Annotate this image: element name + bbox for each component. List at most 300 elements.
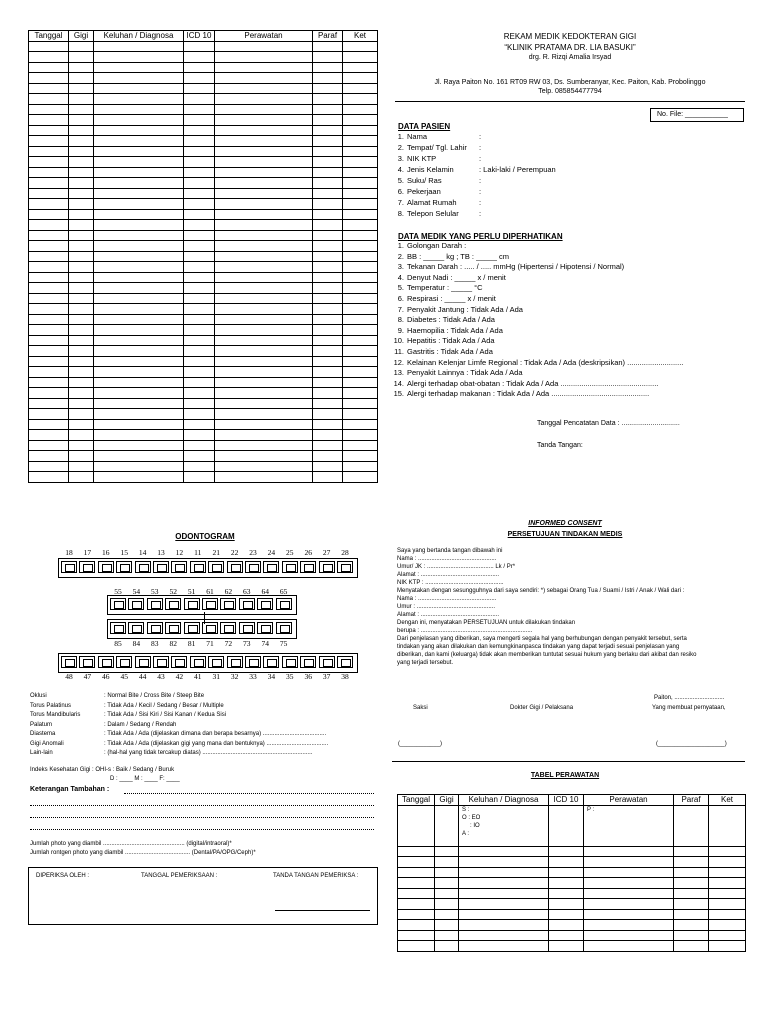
table-row: [398, 857, 746, 868]
clinic-address: Jl. Raya Paiton No. 161 RT09 RW 03, Ds. Sumberanyar, Kec. Paiton, Kab. Probolinggo: [434, 79, 706, 86]
tooth-number: 62: [224, 587, 233, 596]
field-value: :: [479, 187, 482, 196]
medical-field[interactable]: [390, 358, 750, 369]
field-number: 3.: [397, 154, 404, 163]
medical-field[interactable]: [390, 368, 750, 379]
field-label: Torus Mandibularis: [30, 712, 81, 718]
tooth-number: 73: [243, 639, 251, 648]
soap-io: : IO: [470, 822, 480, 829]
field-label: Diastema: [30, 731, 56, 737]
table-cell[interactable]: [459, 846, 549, 857]
tooth-number: 28: [341, 548, 349, 557]
field-text: Kelainan Kelenjar Limfe Regional : Tidak Ada / Ada (deskripsikan) ...........................: [407, 357, 684, 367]
table-cell[interactable]: [674, 857, 709, 868]
treatment-table-header: Keluhan / Diagnosa: [459, 795, 549, 806]
table-cell[interactable]: [709, 930, 746, 941]
treatment-table: [397, 794, 746, 952]
tooth-number: 63: [243, 587, 251, 596]
table-cell[interactable]: [549, 878, 584, 889]
consent-line: Umur/ JK : ........................................ Lk / Pr*: [397, 564, 516, 570]
odontogram-chart: [0, 0, 384, 700]
ohis-index: Indeks Kesehatan Gigi : OHI-s : Baik / Sedang / Buruk: [30, 767, 175, 773]
medical-field[interactable]: [390, 262, 750, 273]
medical-field[interactable]: [390, 241, 750, 252]
table-cell[interactable]: [435, 867, 459, 878]
witness-label: Saksi: [413, 705, 428, 711]
medical-field[interactable]: [390, 326, 750, 337]
tooth-number: 82: [169, 639, 177, 648]
consent-line: Nama : ...............................................: [397, 596, 497, 602]
clinic-header: [395, 31, 745, 96]
table-cell[interactable]: [459, 878, 549, 889]
medical-heading: DATA MEDIK YANG PERLU DIPERHATIKAN: [398, 232, 563, 241]
odontogram-title: ODONTOGRAM: [175, 532, 235, 541]
field-label: Torus Palatinus: [30, 702, 72, 709]
field-number: 13.: [393, 368, 404, 378]
tooth-number: 48: [65, 672, 73, 681]
table-cell[interactable]: [549, 920, 584, 931]
record-date: Tanggal Pencatatan Data : ..............................: [537, 420, 680, 427]
tooth-number: 54: [132, 587, 141, 596]
table-cell[interactable]: [459, 899, 549, 910]
notes-label: Keterangan Tambahan :: [30, 786, 110, 793]
tooth-number: 64: [261, 587, 269, 596]
field-text: Haemopilia : Tidak Ada / Ada: [407, 325, 503, 335]
table-cell[interactable]: [435, 899, 459, 910]
table-cell[interactable]: [459, 909, 549, 920]
field-text: Hepatitis : Tidak Ada / Ada: [407, 336, 495, 346]
photo-count: Jumlah photo yang diambil ................................................. (digital/intraoral)*: [30, 841, 232, 847]
field-value: : Tidak Ada / Ada (dijelaskan dimana dan berapa besarnya) ......................................: [104, 731, 327, 737]
table-cell[interactable]: [435, 878, 459, 889]
table-cell[interactable]: [398, 941, 435, 952]
field-label: Tempat/ Tgl. Lahir: [407, 143, 467, 152]
consent-title: INFORMED CONSENT: [528, 520, 602, 527]
tooth-number: 81: [187, 639, 196, 648]
table-cell[interactable]: [709, 941, 746, 952]
tooth-number: 75: [279, 639, 288, 648]
tooth-number: 72: [224, 639, 233, 648]
tooth-number: 85: [114, 639, 122, 648]
tooth-number: 38: [341, 672, 349, 681]
midline-marker: [204, 612, 205, 624]
field-number: 10.: [393, 336, 404, 346]
medical-data-list: [390, 241, 750, 400]
consent-line: Umur : ...............................................: [397, 604, 496, 610]
field-number: 11.: [394, 346, 404, 356]
table-cell[interactable]: [459, 805, 549, 846]
field-value: :: [479, 132, 482, 141]
notes-line-4[interactable]: [30, 829, 374, 830]
consent-line: Alamat : ...............................................: [397, 612, 500, 618]
consent-doctor-label: Dokter Gigi / Pelaksana: [510, 705, 574, 711]
field-value: : (hal-hal yang tidak tercakup diatas) ..................................................................: [104, 750, 313, 756]
tooth-number: 47: [83, 672, 92, 681]
field-label: Oklusi: [30, 693, 47, 699]
table-cell[interactable]: [459, 930, 549, 941]
table-cell[interactable]: [584, 930, 674, 941]
examiner-box: [28, 867, 378, 925]
tooth-number: 46: [102, 672, 110, 681]
odontogram-field[interactable]: [30, 711, 380, 721]
tooth-number: 45: [120, 672, 128, 681]
tooth-number: 53: [151, 587, 159, 596]
tooth-number: 43: [157, 672, 165, 681]
patient-field[interactable]: [390, 175, 740, 186]
treatment-table-header: Paraf: [674, 795, 709, 806]
field-number: 5.: [397, 283, 404, 293]
table-cell[interactable]: [674, 909, 709, 920]
table-row: [398, 941, 746, 952]
table-cell[interactable]: [709, 888, 746, 899]
table-cell[interactable]: [584, 888, 674, 899]
field-text: Penyakit Lainnya : Tidak Ada / Ada: [407, 368, 523, 378]
field-label: Jenis Kelamin: [407, 165, 454, 174]
tooth-number: 34: [267, 672, 276, 681]
field-number: 8.: [397, 209, 404, 218]
declarant-sign[interactable]: (____________________): [656, 741, 727, 747]
medical-field[interactable]: [390, 252, 750, 263]
patient-field[interactable]: [390, 142, 740, 153]
consent-place-date: Paiton, ..............................: [654, 695, 725, 701]
field-text: Respirasi : _____ x / menit: [407, 293, 496, 303]
field-number: 12.: [393, 357, 404, 367]
patient-field[interactable]: [390, 164, 740, 175]
treatment-table-header: Ket: [709, 795, 746, 806]
medical-field[interactable]: [390, 294, 750, 305]
table-row: [398, 867, 746, 878]
field-number: 3.: [397, 262, 404, 272]
field-value: :: [479, 176, 482, 185]
signature-label: Tanda Tangan:: [537, 442, 583, 449]
tooth-row-frame: [107, 619, 297, 639]
consent-line: diberikan, dan kami (keluarga) tidak akan memberikan tuntutat sesuai hukum yang berlaku dari akibat dan resiko: [397, 652, 697, 658]
examiner-sign-label: TANDA TANGAN PEMERIKSA :: [273, 873, 359, 879]
table-cell[interactable]: [398, 930, 435, 941]
medical-field[interactable]: [390, 389, 750, 400]
soap-a: A :: [462, 830, 470, 837]
table-cell[interactable]: [549, 888, 584, 899]
medical-field[interactable]: [390, 336, 750, 347]
tooth-number: 33: [249, 672, 257, 681]
field-number: 14.: [393, 378, 404, 388]
table-row: [398, 846, 746, 857]
table-cell[interactable]: [584, 909, 674, 920]
left-table-header: Tanggal: [29, 31, 69, 42]
table-cell[interactable]: [584, 805, 674, 846]
medical-field[interactable]: [390, 379, 750, 390]
patient-data-list: [390, 131, 740, 219]
table-cell[interactable]: [549, 899, 584, 910]
tooth-number: 35: [286, 672, 294, 681]
field-text: Tekanan Darah : ..... / ..... mmHg (Hipertensi / Hipotensi / Normal): [407, 262, 625, 272]
tooth-number: 26: [304, 548, 312, 557]
odontogram-field[interactable]: [30, 721, 380, 731]
table-cell[interactable]: [435, 909, 459, 920]
table-cell[interactable]: [584, 941, 674, 952]
notes-line-1[interactable]: [124, 793, 374, 794]
consent-divider: [392, 761, 745, 762]
soap-o: O : EO: [462, 814, 481, 821]
table-cell[interactable]: [459, 867, 549, 878]
table-cell[interactable]: [398, 805, 435, 846]
medical-field[interactable]: [390, 283, 750, 294]
table-cell[interactable]: [549, 909, 584, 920]
table-cell[interactable]: [435, 941, 459, 952]
table-cell[interactable]: [549, 867, 584, 878]
tooth-row-frame: [107, 595, 297, 615]
field-number: 2.: [397, 143, 404, 152]
field-label: NIK KTP: [407, 154, 437, 163]
table-cell[interactable]: [674, 930, 709, 941]
table-cell[interactable]: [398, 899, 435, 910]
tooth-number: 65: [279, 587, 288, 596]
dmf-index: D : ____ M : ____ F: ____: [110, 776, 180, 782]
consent-subtitle: PERSETUJUAN TINDAKAN MEDIS: [507, 531, 623, 538]
field-text: Golongan Darah :: [407, 241, 467, 250]
table-cell[interactable]: [549, 846, 584, 857]
header-divider: [395, 101, 745, 102]
consent-line: Dari penjelasan yang diberikan, saya mengerti segala hal yang berhubungan dengan penyakit tersebut, serta: [397, 636, 687, 642]
clinic-name: “KLINIK PRATAMA DR. LIA BASUKI”: [504, 43, 636, 52]
table-cell[interactable]: [549, 930, 584, 941]
tooth-number: 36: [304, 672, 312, 681]
table-cell[interactable]: [584, 846, 674, 857]
left-table-header: ICD 10: [184, 31, 215, 42]
left-table-header: Paraf: [313, 31, 343, 42]
table-row: [398, 909, 746, 920]
table-cell[interactable]: [459, 888, 549, 899]
table-cell[interactable]: [435, 920, 459, 931]
declarant-label: Yang membuat pernyataan,: [652, 705, 726, 711]
patient-field[interactable]: [390, 131, 740, 142]
field-text: Gastritis : Tidak Ada / Ada: [407, 346, 493, 356]
field-number: 2.: [397, 251, 404, 261]
table-cell[interactable]: [584, 878, 674, 889]
table-cell[interactable]: [398, 857, 435, 868]
treatment-table-header: Gigi: [435, 795, 459, 806]
notes-line-2[interactable]: [30, 805, 374, 806]
tooth-number: 51: [187, 587, 196, 596]
table-cell[interactable]: [709, 920, 746, 931]
table-cell[interactable]: [435, 857, 459, 868]
medical-field[interactable]: [390, 305, 750, 316]
field-label: Suku/ Ras: [407, 176, 442, 185]
field-value: :: [479, 198, 482, 207]
field-label: Alamat Rumah: [407, 198, 457, 207]
field-label: Gigi Anomali: [30, 740, 64, 747]
field-number: 1.: [397, 241, 404, 250]
table-cell[interactable]: [584, 867, 674, 878]
table-cell[interactable]: [435, 888, 459, 899]
tooth-number: 25: [286, 548, 294, 557]
left-table-header: Ket: [343, 31, 378, 42]
patient-field[interactable]: [390, 197, 740, 208]
field-label: Lain-lain: [30, 750, 53, 756]
odontogram-field[interactable]: [30, 692, 380, 702]
form-title: REKAM MEDIK KEDOKTERAN GIGI: [503, 32, 637, 41]
odontogram-field[interactable]: [30, 730, 380, 740]
tooth-number: 55: [114, 587, 122, 596]
treatment-table-header: Perawatan: [584, 795, 674, 806]
field-label: Pekerjaan: [407, 187, 441, 196]
examiner-sign-line[interactable]: [275, 910, 370, 911]
table-cell[interactable]: [398, 878, 435, 889]
field-text: Penyakit Jantung : Tidak Ada / Ada: [407, 304, 523, 314]
tooth-number: 11: [194, 548, 202, 557]
field-text: BB : _____ kg ; TB : _____ cm: [407, 251, 510, 261]
field-text: Alergi terhadap makanan : Tidak Ada / Ada ...............................................: [407, 389, 650, 399]
tooth-number: 84: [132, 639, 141, 648]
exam-date-label: TANGGAL PEMERIKSAAN :: [141, 873, 218, 879]
consent-line: Alamat : ...............................................: [397, 572, 500, 578]
patient-field[interactable]: [390, 186, 740, 197]
treatment-table-header: ICD 10: [549, 795, 584, 806]
tooth-number: 15: [120, 548, 128, 557]
consent-line: yang terjadi tersebut.: [397, 660, 454, 666]
field-number: 6.: [397, 187, 404, 196]
tooth-number: 41: [194, 672, 202, 681]
table-cell[interactable]: [398, 920, 435, 931]
table-cell[interactable]: [549, 857, 584, 868]
table-cell[interactable]: [674, 805, 709, 846]
table-cell[interactable]: [398, 888, 435, 899]
consent-line: tindakan yang akan dilakukan dan kemungkinanpasca tindakan yang dapat terjadi sesuai penjelasan yang: [397, 644, 680, 650]
table-cell[interactable]: [435, 930, 459, 941]
consent-line: berupa : ...................................................................: [397, 628, 533, 634]
table-cell[interactable]: [584, 899, 674, 910]
tooth-number: 24: [267, 548, 276, 557]
table-cell[interactable]: [584, 920, 674, 931]
consent-line: Saya yang bertanda tangan dibawah ini: [397, 548, 503, 554]
field-number: 4.: [397, 165, 404, 174]
tooth-number: 27: [322, 548, 331, 557]
table-cell[interactable]: [674, 846, 709, 857]
field-number: 6.: [397, 293, 404, 303]
table-row: [398, 920, 746, 931]
soap-row: [398, 805, 746, 846]
tooth-number: 31: [212, 672, 220, 681]
table-cell[interactable]: [398, 867, 435, 878]
field-text: Alergi terhadap obat-obatan : Tidak Ada / Ada ...............................................: [407, 378, 659, 388]
table-cell[interactable]: [674, 888, 709, 899]
field-number: 8.: [397, 315, 404, 325]
table-cell[interactable]: [709, 899, 746, 910]
table-cell[interactable]: [435, 805, 459, 846]
table-cell[interactable]: [584, 857, 674, 868]
tooth-number: 23: [249, 548, 257, 557]
table-cell[interactable]: [549, 805, 584, 846]
consent-text: [397, 547, 747, 667]
medical-field[interactable]: [390, 347, 750, 358]
consent-line: Dengan ini, menyatakan PERSETUJUAN untuk dilakukan tindakan: [397, 620, 576, 626]
table-cell[interactable]: [709, 805, 746, 846]
medical-field[interactable]: [390, 315, 750, 326]
tooth-number: 37: [322, 672, 331, 681]
left-table-header: Gigi: [69, 31, 94, 42]
witness-sign[interactable]: (____________): [398, 741, 443, 747]
tooth-row-frame: [58, 558, 358, 578]
field-value: : Laki-laki / Perempuan: [479, 165, 556, 174]
tooth-number: 12: [175, 548, 184, 557]
table-cell[interactable]: [674, 920, 709, 931]
tooth-number: 22: [230, 548, 239, 557]
table-cell[interactable]: [459, 941, 549, 952]
field-number: 7.: [397, 198, 404, 207]
notes-line-3[interactable]: [30, 817, 374, 818]
table-cell[interactable]: [709, 867, 746, 878]
patient-field[interactable]: [390, 208, 740, 219]
table-row: [398, 878, 746, 889]
field-label: Telepon Selular: [407, 209, 459, 218]
tooth-number: 21: [212, 548, 220, 557]
odontogram-field[interactable]: [30, 702, 380, 712]
field-value: : Normal Bite / Cross Bite / Steep Bite: [104, 693, 205, 699]
consent-line: Nama : ...............................................: [397, 556, 497, 562]
consent-line: NIK KTP : ...............................................: [397, 580, 504, 586]
table-cell[interactable]: [674, 941, 709, 952]
table-cell[interactable]: [709, 857, 746, 868]
left-table-header: Perawatan: [215, 31, 313, 42]
odontogram-field[interactable]: [30, 740, 380, 750]
file-number-box[interactable]: No. File: ___________: [650, 108, 744, 122]
tooth-row-frame: [58, 653, 358, 673]
field-number: 4.: [397, 272, 404, 282]
table-cell[interactable]: [459, 920, 549, 931]
field-number: 9.: [397, 325, 404, 335]
clinic-phone: Telp. 085854477794: [538, 88, 602, 95]
table-cell[interactable]: [709, 909, 746, 920]
tooth-number: 14: [138, 548, 147, 557]
treatment-table-header: Tanggal: [398, 795, 435, 806]
table-cell[interactable]: [459, 857, 549, 868]
doctor-name: drg. R. Rizqi Amalia Irsyad: [528, 54, 612, 61]
treatment-title: TABEL PERAWATAN: [530, 772, 600, 779]
table-cell[interactable]: [549, 941, 584, 952]
tooth-number: 44: [138, 672, 147, 681]
xray-count: Jumlah rontgen photo yang diambil ....................................... (Dental/PA/OPG/Ceph)*: [30, 850, 256, 856]
table-cell[interactable]: [398, 909, 435, 920]
tooth-number: 61: [206, 587, 214, 596]
odontogram-field[interactable]: [30, 749, 380, 759]
field-number: 1.: [397, 132, 404, 141]
patient-heading: DATA PASIEN: [398, 122, 451, 131]
table-cell[interactable]: [674, 878, 709, 889]
field-value: : Tidak Ada / Kecil / Sedang / Besar / Multiple: [104, 702, 224, 709]
field-text: Temperatur : _____ °C: [407, 283, 483, 293]
tooth-number: 74: [261, 639, 269, 648]
table-cell[interactable]: [709, 878, 746, 889]
field-value: :: [479, 209, 482, 218]
tooth-number: 83: [151, 639, 159, 648]
table-cell[interactable]: [674, 899, 709, 910]
table-cell[interactable]: [435, 846, 459, 857]
consent-line: Menyatakan dengan sesungguhnya dari saya sendiri: *) sebagai Orang Tua / Suami / Istri / Anak / Wali dari :: [397, 588, 685, 594]
tooth-number: 71: [206, 639, 214, 648]
table-cell[interactable]: [674, 867, 709, 878]
tooth-number: 17: [83, 548, 92, 557]
field-number: 5.: [397, 176, 404, 185]
field-text: Diabetes : Tidak Ada / Ada: [407, 315, 495, 325]
medical-field[interactable]: [390, 273, 750, 284]
table-row: [398, 930, 746, 941]
field-number: 15.: [393, 389, 404, 399]
examined-by-label: DIPERIKSA OLEH :: [36, 873, 90, 879]
table-cell[interactable]: [709, 846, 746, 857]
field-value: : Tidak Ada / Sisi Kiri / Sisi Kanan / Kedua Sisi: [104, 712, 227, 718]
patient-field[interactable]: [390, 153, 740, 164]
table-cell[interactable]: [398, 846, 435, 857]
